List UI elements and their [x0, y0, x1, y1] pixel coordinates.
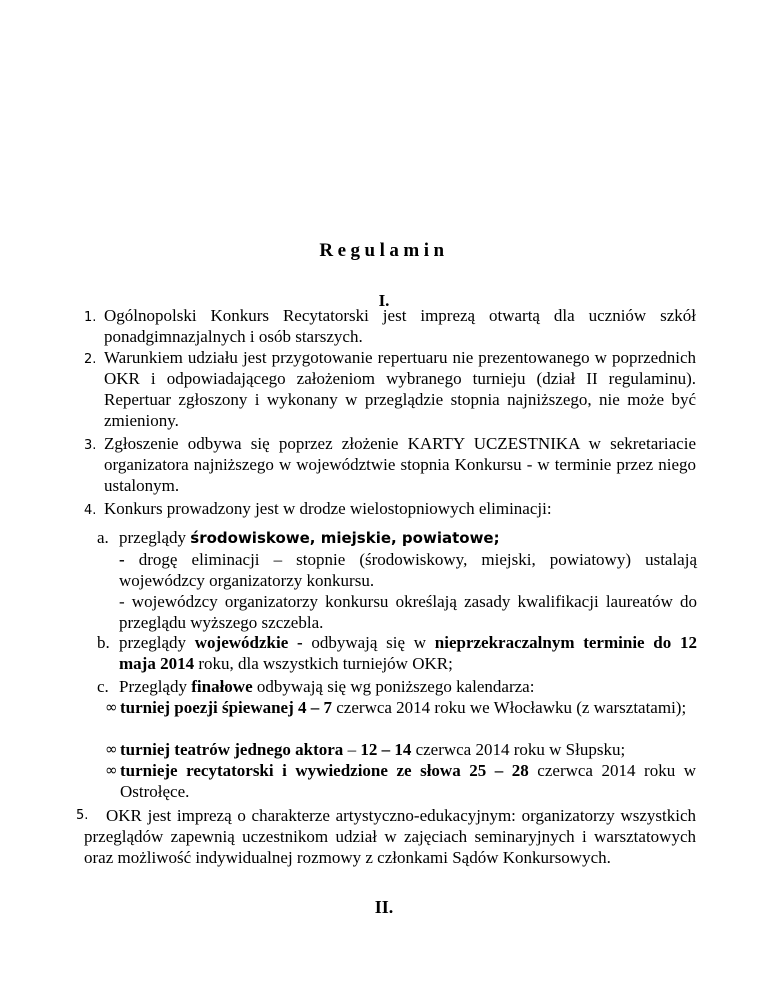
item-number-5: 5.	[76, 808, 89, 823]
subitem-a	[97, 527, 697, 633]
subitem-a-lead: przeglądy	[119, 528, 191, 547]
infinity-bullet-icon: ∞	[105, 761, 118, 779]
subitem-b-tail: roku, dla wszystkich turniejów OKR;	[194, 654, 453, 673]
paragraph-4: Konkurs prowadzony jest w drodze wielostopniowych eliminacji:	[104, 499, 552, 518]
document-title: Regulamin	[319, 240, 449, 261]
subitem-b-lead: przeglądy	[119, 633, 195, 652]
subitem-b-mid: odbywają się w	[302, 633, 435, 652]
subitem-c-text	[97, 676, 697, 697]
subitem-c	[97, 676, 697, 697]
subitem-b-bold2: nieprzekraczalnym terminie do 12 maja 2014	[119, 633, 697, 673]
subitem-b-bold1: wojewódzkie -	[194, 633, 303, 652]
paragraph-3: Zgłoszenie odbywa się poprzez złożenie KARTY UCZESTNIKA w sekretariacie organizatora najniższego w województwie stopnia Konkursu - w terminie przez niego ustalonym.	[104, 434, 696, 495]
tournament-item-3	[105, 760, 696, 802]
tournament-item-2	[105, 739, 696, 760]
section-heading-2: II.	[374, 897, 394, 917]
subitem-a-line1-text: drogę eliminacji – stopnie (środowiskowy, miejski, powiatowy) ustalają wojewódzcy organizatorzy konkursu.	[119, 550, 697, 590]
subitem-c-tail: odbywają się wg poniższego kalendarza:	[252, 677, 535, 696]
subitem-label-a: a.	[97, 528, 109, 547]
item-number-3: 3.	[84, 438, 97, 453]
subitem-b	[97, 632, 697, 674]
item-number-1: 1.	[84, 310, 97, 325]
tournament-2-bold: turniej teatrów jednego aktora	[120, 740, 344, 759]
tournament-1-tail: czerwca 2014 roku we Włocławku (z warsztatami);	[332, 698, 687, 717]
section-heading-1: I.	[378, 291, 390, 310]
subitem-a-line2: - wojewódzcy organizatorzy konkursu określają zasady kwalifikacji laureatów do przeglądu wyższego szczebla.	[119, 592, 697, 632]
item-number-4: 4.	[84, 503, 97, 518]
infinity-bullet-icon: ∞	[105, 740, 118, 758]
subitem-a-dash: -	[119, 550, 125, 569]
paragraph-5	[76, 805, 696, 868]
tournament-item-1	[105, 697, 696, 718]
infinity-bullet-icon: ∞	[105, 698, 118, 716]
subitem-label-c: c.	[97, 677, 109, 696]
paragraph-1: Ogólnopolski Konkurs Recytatorski jest imprezą otwartą dla uczniów szkół ponadgimnazjalnych i osób starszych.	[104, 306, 696, 346]
tournament-2-bold2: 12 – 14	[360, 740, 412, 759]
subitem-a-line1	[97, 549, 697, 591]
tournament-3-tail: czerwca 2014 roku w Ostrołęce.	[120, 761, 696, 801]
subitem-c-lead: Przeglądy	[119, 677, 192, 696]
paragraph-5-text: OKR jest imprezą o charakterze artystyczno-edukacyjnym: organizatorzy wszystkich przeglądów zapewnią uczestnikom udział w zajęciach seminaryjnych i warsztatowych oraz możliwość indywidualnej rozmowy z członkami Sądów Konkursowych.	[84, 806, 696, 867]
tournament-2-tail: czerwca 2014 roku w Słupsku;	[411, 740, 626, 759]
subitem-a-bold: środowiskowe, miejskie, powiatowe;	[190, 529, 500, 547]
tournament-2-mid: –	[343, 740, 361, 759]
subitem-a-heading	[97, 527, 697, 549]
tournament-3-bold: turnieje recytatorski i wywiedzione ze słowa 25 – 28	[120, 761, 529, 780]
item-number-2: 2.	[84, 352, 97, 367]
subitem-c-bold: finałowe	[191, 677, 253, 696]
subitem-b-text	[97, 632, 697, 674]
tournament-1-bold: turniej poezji śpiewanej 4 – 7	[120, 698, 333, 717]
paragraph-2: Warunkiem udziału jest przygotowanie repertuaru nie prezentowanego w poprzednich OKR i odpowiadającego założeniom wybranego turnieju (dział II regulaminu). Repertuar zgłoszony i wykonany w przeglądzie stopnia najniższego, nie może być zmieniony.	[104, 348, 696, 430]
subitem-label-b: b.	[97, 633, 110, 652]
